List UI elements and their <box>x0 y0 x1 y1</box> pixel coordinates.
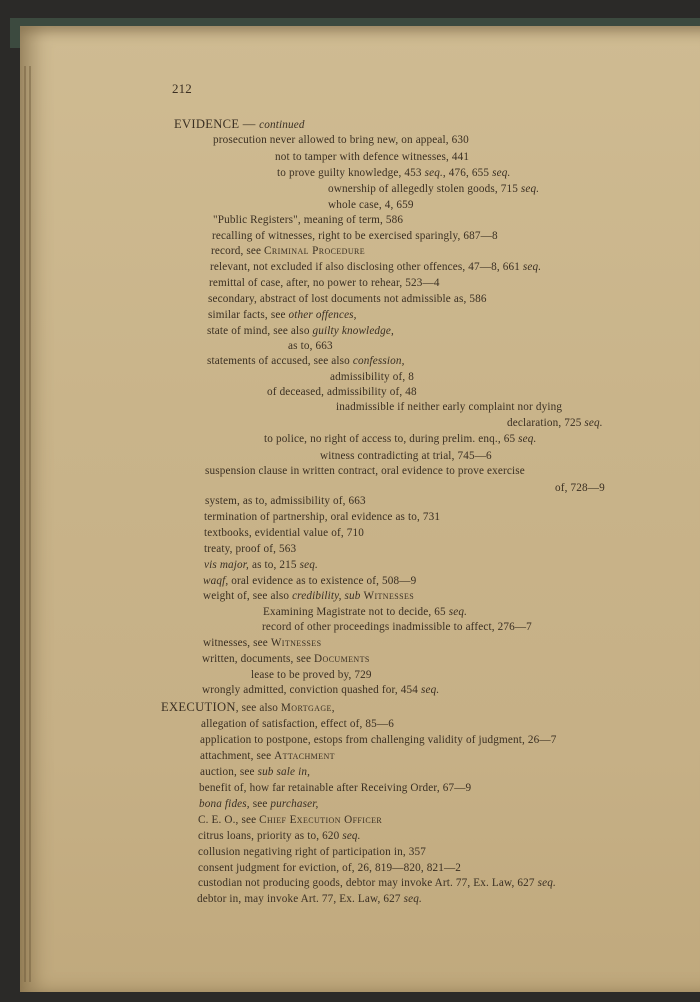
index-line <box>199 798 318 811</box>
index-line <box>203 637 321 650</box>
index-line <box>200 766 310 779</box>
index-text: allegation of satisfaction, effect of, 85—6 <box>201 718 394 730</box>
index-line <box>207 355 405 368</box>
index-line <box>203 590 414 603</box>
index-text: admissibility of, 8 <box>330 371 414 383</box>
index-line <box>198 830 361 843</box>
index-text: witness contradicting at trial, 745—6 <box>320 450 492 462</box>
index-text: seq. <box>403 893 422 905</box>
index-text: waqf, <box>203 575 229 587</box>
index-text: collusion negativing right of participation in, 357 <box>198 846 426 858</box>
index-text: record of other proceedings inadmissible to affect, 276—7 <box>262 621 532 633</box>
index-line <box>200 734 556 747</box>
index-text: relevant, not excluded if also disclosing other offences, 47—8, 661 <box>210 261 523 273</box>
index-line <box>198 814 382 827</box>
index-text: of, 728—9 <box>555 482 605 494</box>
index-text: guilty knowledge, <box>312 325 394 337</box>
index-text: weight of, see also <box>203 590 293 602</box>
index-text: of deceased, admissibility of, 48 <box>267 386 417 398</box>
index-text: statements of accused, see also <box>207 355 353 367</box>
index-text: secondary, abstract of lost documents not admissible as, 586 <box>208 293 487 305</box>
index-text: citrus loans, priority as to, 620 <box>198 830 343 842</box>
index-line <box>330 371 414 384</box>
index-line <box>213 214 403 227</box>
index-line <box>288 340 333 353</box>
index-line <box>199 782 471 795</box>
index-line <box>336 401 562 414</box>
index-line <box>262 621 532 634</box>
index-text: seq. <box>537 877 556 889</box>
index-text: "Public Registers", meaning of term, 586 <box>213 214 404 226</box>
index-text: not to tamper with defence witnesses, 441 <box>275 151 470 163</box>
index-text: recalling of witnesses, right to be exercised sparingly, 687—8 <box>212 230 498 242</box>
index-text: record, see <box>211 245 265 257</box>
index-text: similar facts, see <box>208 309 289 321</box>
index-text: wrongly admitted, conviction quashed for, 454 <box>202 684 421 696</box>
index-line <box>198 862 461 875</box>
index-line <box>205 495 366 508</box>
index-text: Criminal Procedure <box>264 245 366 257</box>
index-text: seq. <box>424 167 443 179</box>
index-text: state of mind, see also <box>207 325 313 337</box>
index-text: see <box>249 798 271 810</box>
index-text: seq. <box>518 433 537 445</box>
index-text: seq. <box>448 606 468 618</box>
index-text: debtor in, may invoke Art. 77, Ex. Law, 627 <box>197 893 404 905</box>
index-text: oral evidence as to existence of, 508—9 <box>228 575 417 587</box>
index-text: system, as to, admissibility of, 663 <box>205 495 366 507</box>
index-line <box>212 230 498 243</box>
index-text: EVIDENCE — <box>174 117 260 131</box>
index-line <box>197 893 422 906</box>
index-line <box>208 309 357 322</box>
index-line <box>328 183 539 196</box>
index-line <box>204 527 364 540</box>
index-text: seq. <box>420 684 440 696</box>
index-text: as to, 215 <box>249 559 300 571</box>
index-text: attachment, see <box>200 750 275 762</box>
index-line <box>204 511 440 524</box>
index-text: EXECUTION <box>161 700 236 714</box>
index-line <box>264 433 536 446</box>
index-text: bona fides, <box>199 798 250 810</box>
index-line <box>320 450 492 463</box>
page-edge-line <box>29 66 31 982</box>
page-edge-line <box>24 66 26 982</box>
index-line <box>207 325 394 338</box>
index-text: seq. <box>299 559 318 571</box>
index-text: C. E. O., see <box>198 814 260 826</box>
index-text: other offences, <box>288 309 357 321</box>
index-text: to police, no right of access to, during prelim. enq., 65 <box>264 433 519 445</box>
index-line <box>328 199 414 212</box>
index-text: , 476, 655 <box>442 167 493 179</box>
index-text: Attachment <box>274 750 335 762</box>
index-text: seq. <box>520 183 540 195</box>
index-text: witnesses, see <box>203 637 271 649</box>
index-text: credibility, sub <box>292 590 361 602</box>
index-line <box>200 750 335 763</box>
index-line <box>208 293 487 306</box>
index-line <box>213 134 469 147</box>
index-line <box>267 386 417 399</box>
index-text: consent judgment for eviction, of, 26, 819—820, 821—2 <box>198 862 462 874</box>
index-line <box>205 465 525 478</box>
index-text: prosecution never allowed to bring new, on appeal, 630 <box>213 134 469 146</box>
index-text: seq. <box>342 830 361 842</box>
index-text: Witnesses <box>270 637 322 649</box>
index-text: remittal of case, after, no power to rehear, 523—4 <box>209 277 440 289</box>
index-line <box>210 261 541 274</box>
index-line <box>198 877 556 890</box>
index-line <box>211 245 365 258</box>
index-line <box>198 846 426 859</box>
index-text: ownership of allegedly stolen goods, 715 <box>328 183 521 195</box>
index-text: declaration, 725 <box>507 417 585 429</box>
index-heading <box>174 118 305 132</box>
index-text: to prove guilty knowledge, 453 <box>277 167 425 179</box>
index-text: sub sale in, <box>257 766 311 778</box>
index-line <box>275 151 469 164</box>
index-text: treaty, proof of, 563 <box>204 543 297 555</box>
index-text: continued <box>259 119 305 131</box>
index-heading <box>161 701 335 715</box>
index-text: purchaser, <box>270 798 319 810</box>
index-line <box>202 684 439 697</box>
index-line <box>202 653 370 666</box>
index-text: seq. <box>584 417 603 429</box>
index-text: Documents <box>314 653 370 665</box>
index-text: termination of partnership, oral evidence as to, 731 <box>204 511 441 523</box>
index-line <box>277 167 510 180</box>
index-text: suspension clause in written contract, oral evidence to prove exercise <box>205 465 525 477</box>
page-number: 212 <box>172 81 192 96</box>
index-line <box>209 277 440 290</box>
index-text: auction, see <box>200 766 258 778</box>
index-text: , see also <box>235 702 281 714</box>
index-line <box>204 559 318 572</box>
index-text: seq. <box>522 261 542 273</box>
index-line <box>251 669 372 682</box>
index-text: seq. <box>492 167 511 179</box>
index-text: Chief Execution Officer <box>259 814 383 826</box>
index-text: Examining Magistrate not to decide, 65 <box>263 606 449 618</box>
index-text: Mortgage, <box>280 702 336 714</box>
index-text: written, documents, see <box>202 653 315 665</box>
index-line <box>201 718 394 731</box>
index-line <box>204 543 296 556</box>
index-line <box>507 417 603 430</box>
index-line <box>263 606 467 619</box>
index-text: textbooks, evidential value of, 710 <box>204 527 364 539</box>
index-text: vis major, <box>204 559 250 571</box>
index-line <box>203 575 416 588</box>
index-text: custodian not producing goods, debtor may invoke Art. 77, Ex. Law, 627 <box>198 877 538 889</box>
index-text: benefit of, how far retainable after Receiving Order, 67—9 <box>199 782 472 794</box>
index-text: inadmissible if neither early complaint nor dying <box>336 401 563 413</box>
index-text: as to, 663 <box>288 340 333 352</box>
index-text: confession, <box>352 355 405 367</box>
index-text: Witnesses <box>363 590 415 602</box>
index-text: lease to be proved by, 729 <box>251 669 372 681</box>
index-text: whole case, 4, 659 <box>328 199 414 211</box>
index-line <box>555 482 605 495</box>
index-text: application to postpone, estops from challenging validity of judgment, 26—7 <box>200 734 557 746</box>
